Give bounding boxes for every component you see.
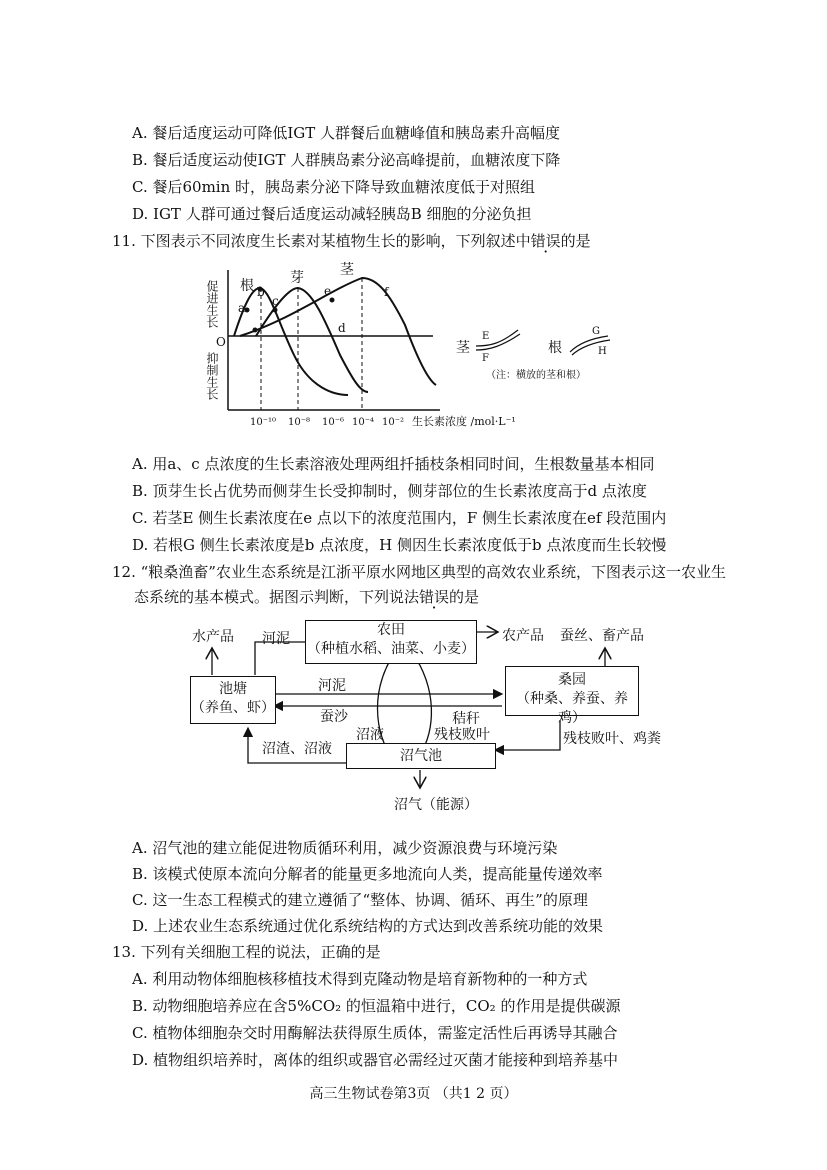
label-residue-dung: 残枝败叶、鸡粪: [563, 731, 661, 747]
pond-sub: （养鱼、虾）: [191, 700, 275, 716]
q10-option-b: B. 餐后适度运动使IGT 人群胰岛素分泌高峰提前，血糖浓度下降: [132, 151, 561, 169]
inset-F: F: [482, 353, 489, 364]
label-stem: 茎: [340, 262, 354, 278]
q10-option-c: C. 餐后60min 时，胰岛素分泌下降导致血糖浓度低于对照组: [132, 178, 536, 196]
farm-sub: （种植水稻、油菜、小麦）: [307, 641, 475, 657]
x-tick-5: 10⁻²: [382, 417, 405, 428]
x-tick-1: 10⁻¹⁰: [250, 417, 277, 428]
x-tick-3: 10⁻⁶: [322, 417, 345, 428]
q12-option-c: C. 这一生态工程模式的建立遵循了“整体、协调、循环、再生”的原理: [132, 891, 588, 909]
label-silk-products: 蚕丝、畜产品: [560, 628, 644, 644]
auxin-growth-chart: [200, 260, 620, 440]
q13-option-b: B. 动物细胞培养应在含5%CO₂ 的恒温箱中进行，CO₂ 的作用是提供碳源: [132, 997, 621, 1015]
label-river-mud-1: 河泥: [262, 631, 290, 647]
label-river-mud-2: 河泥: [318, 678, 346, 694]
pond-title: 池塘: [219, 681, 247, 697]
y-label-inhibit: 抑制生长: [205, 352, 219, 400]
label-biogas-energy: 沼气（能源）: [394, 797, 478, 813]
y-label-promote: 促进生长: [205, 280, 219, 328]
label-water-products: 水产品: [192, 629, 234, 645]
inset-E: E: [482, 331, 490, 342]
label-c: c: [272, 294, 279, 308]
label-residue: 残枝败叶: [434, 727, 490, 743]
page-footer: 高三生物试卷第3页 （共1 2 页）: [309, 1086, 518, 1102]
x-tick-4: 10⁻⁴: [352, 417, 375, 428]
x-axis-label: 生长素浓度 /mol·L⁻¹: [412, 415, 516, 428]
q10-option-d: D. IGT 人群可通过餐后适度运动减轻胰岛B 细胞的分泌负担: [132, 205, 532, 223]
label-d: d: [338, 321, 346, 335]
inset-root-label: 根: [548, 340, 562, 356]
label-farm-products: 农产品: [502, 628, 544, 644]
q13-option-d: D. 植物组织培养时，离体的组织或器官必需经过灭菌才能接种到培养基中: [132, 1051, 619, 1069]
q12-stem-line1: 12. “粮桑渔畜”农业生态系统是江浙平原水网地区典型的高效农业系统，下图表示这一农业生: [112, 563, 726, 581]
point-e: [330, 298, 335, 303]
q12-option-b: B. 该模式使原本流向分解者的能量更多地流向人类，提高能量传递效率: [132, 865, 603, 883]
mulberry-title: 桑园: [558, 672, 586, 688]
biogas-title: 沼气池: [400, 748, 442, 764]
q12-option-a: A. 沼气池的建立能促进物质循环利用，减少资源浪费与环境污染: [132, 839, 558, 857]
q11-option-d: D. 若根G 侧生长素浓度是b 点浓度，H 侧因生长素浓度低于b 点浓度而生长较慢: [132, 536, 667, 554]
q10-option-a: A. 餐后适度运动可降低IGT 人群餐后血糖峰值和胰岛素升高幅度: [132, 124, 561, 142]
mulberry-box: [505, 666, 639, 726]
label-slurry: 沼渣、沼液: [262, 741, 332, 757]
farm-title: 农田: [377, 622, 405, 638]
q12-stem-line2: 态系统的基本模式。据图示判断，下列说法错误的是: [134, 588, 480, 606]
q11-stem: 11. 下图表示不同浓度生长素对某植物生长的影响，下列叙述中错误的是: [112, 232, 591, 250]
q12-option-d: D. 上述农业生态系统通过优化系统结构的方式达到改善系统功能的效果: [132, 917, 604, 935]
inset-H: H: [598, 346, 607, 357]
label-straw: 秸秆: [452, 711, 480, 727]
point-origin: [253, 328, 258, 333]
q13-option-c: C. 植物体细胞杂交时用酶解法获得原生质体，需鉴定活性后再诱导其融合: [132, 1024, 618, 1042]
inset-G: G: [592, 326, 600, 337]
label-bud: 芽: [290, 270, 304, 286]
label-b: b: [257, 285, 265, 299]
label-silkworm-waste: 蚕沙: [320, 709, 348, 725]
inset-stem-label: 茎: [456, 340, 470, 356]
label-a: a: [238, 301, 246, 315]
q13-stem: 13. 下列有关细胞工程的说法，正确的是: [112, 943, 381, 961]
q11-option-c: C. 若茎E 侧生长素浓度在e 点以下的浓度范围内，F 侧生长素浓度在ef 段范围内: [132, 509, 667, 527]
q11-option-b: B. 顶芽生长占优势而侧芽生长受抑制时，侧芽部位的生长素浓度高于d 点浓度: [132, 482, 647, 500]
x-tick-2: 10⁻⁸: [288, 417, 311, 428]
pond-box: [190, 676, 276, 724]
q13-option-a: A. 利用动物体细胞核移植技术得到克隆动物是培育新物种的一种方式: [132, 970, 588, 988]
label-f: f: [384, 285, 389, 299]
inset-note: （注：横放的茎和根）: [486, 370, 586, 381]
zero-label: O: [216, 335, 226, 349]
label-e: e: [324, 284, 332, 298]
point-a: [245, 308, 250, 313]
farm-box: [305, 620, 477, 664]
point-c: [273, 308, 278, 313]
root-curve: [234, 288, 348, 395]
q11-option-a: A. 用a、c 点浓度的生长素溶液处理两组扦插枝条相同时间，生根数量基本相同: [132, 455, 655, 473]
biogas-box: [346, 743, 496, 769]
label-root: 根: [240, 278, 254, 294]
label-biogas-liquid: 沼液: [356, 727, 384, 743]
mulberry-sub: （种桑、养蚕、养鸡）: [516, 691, 628, 726]
